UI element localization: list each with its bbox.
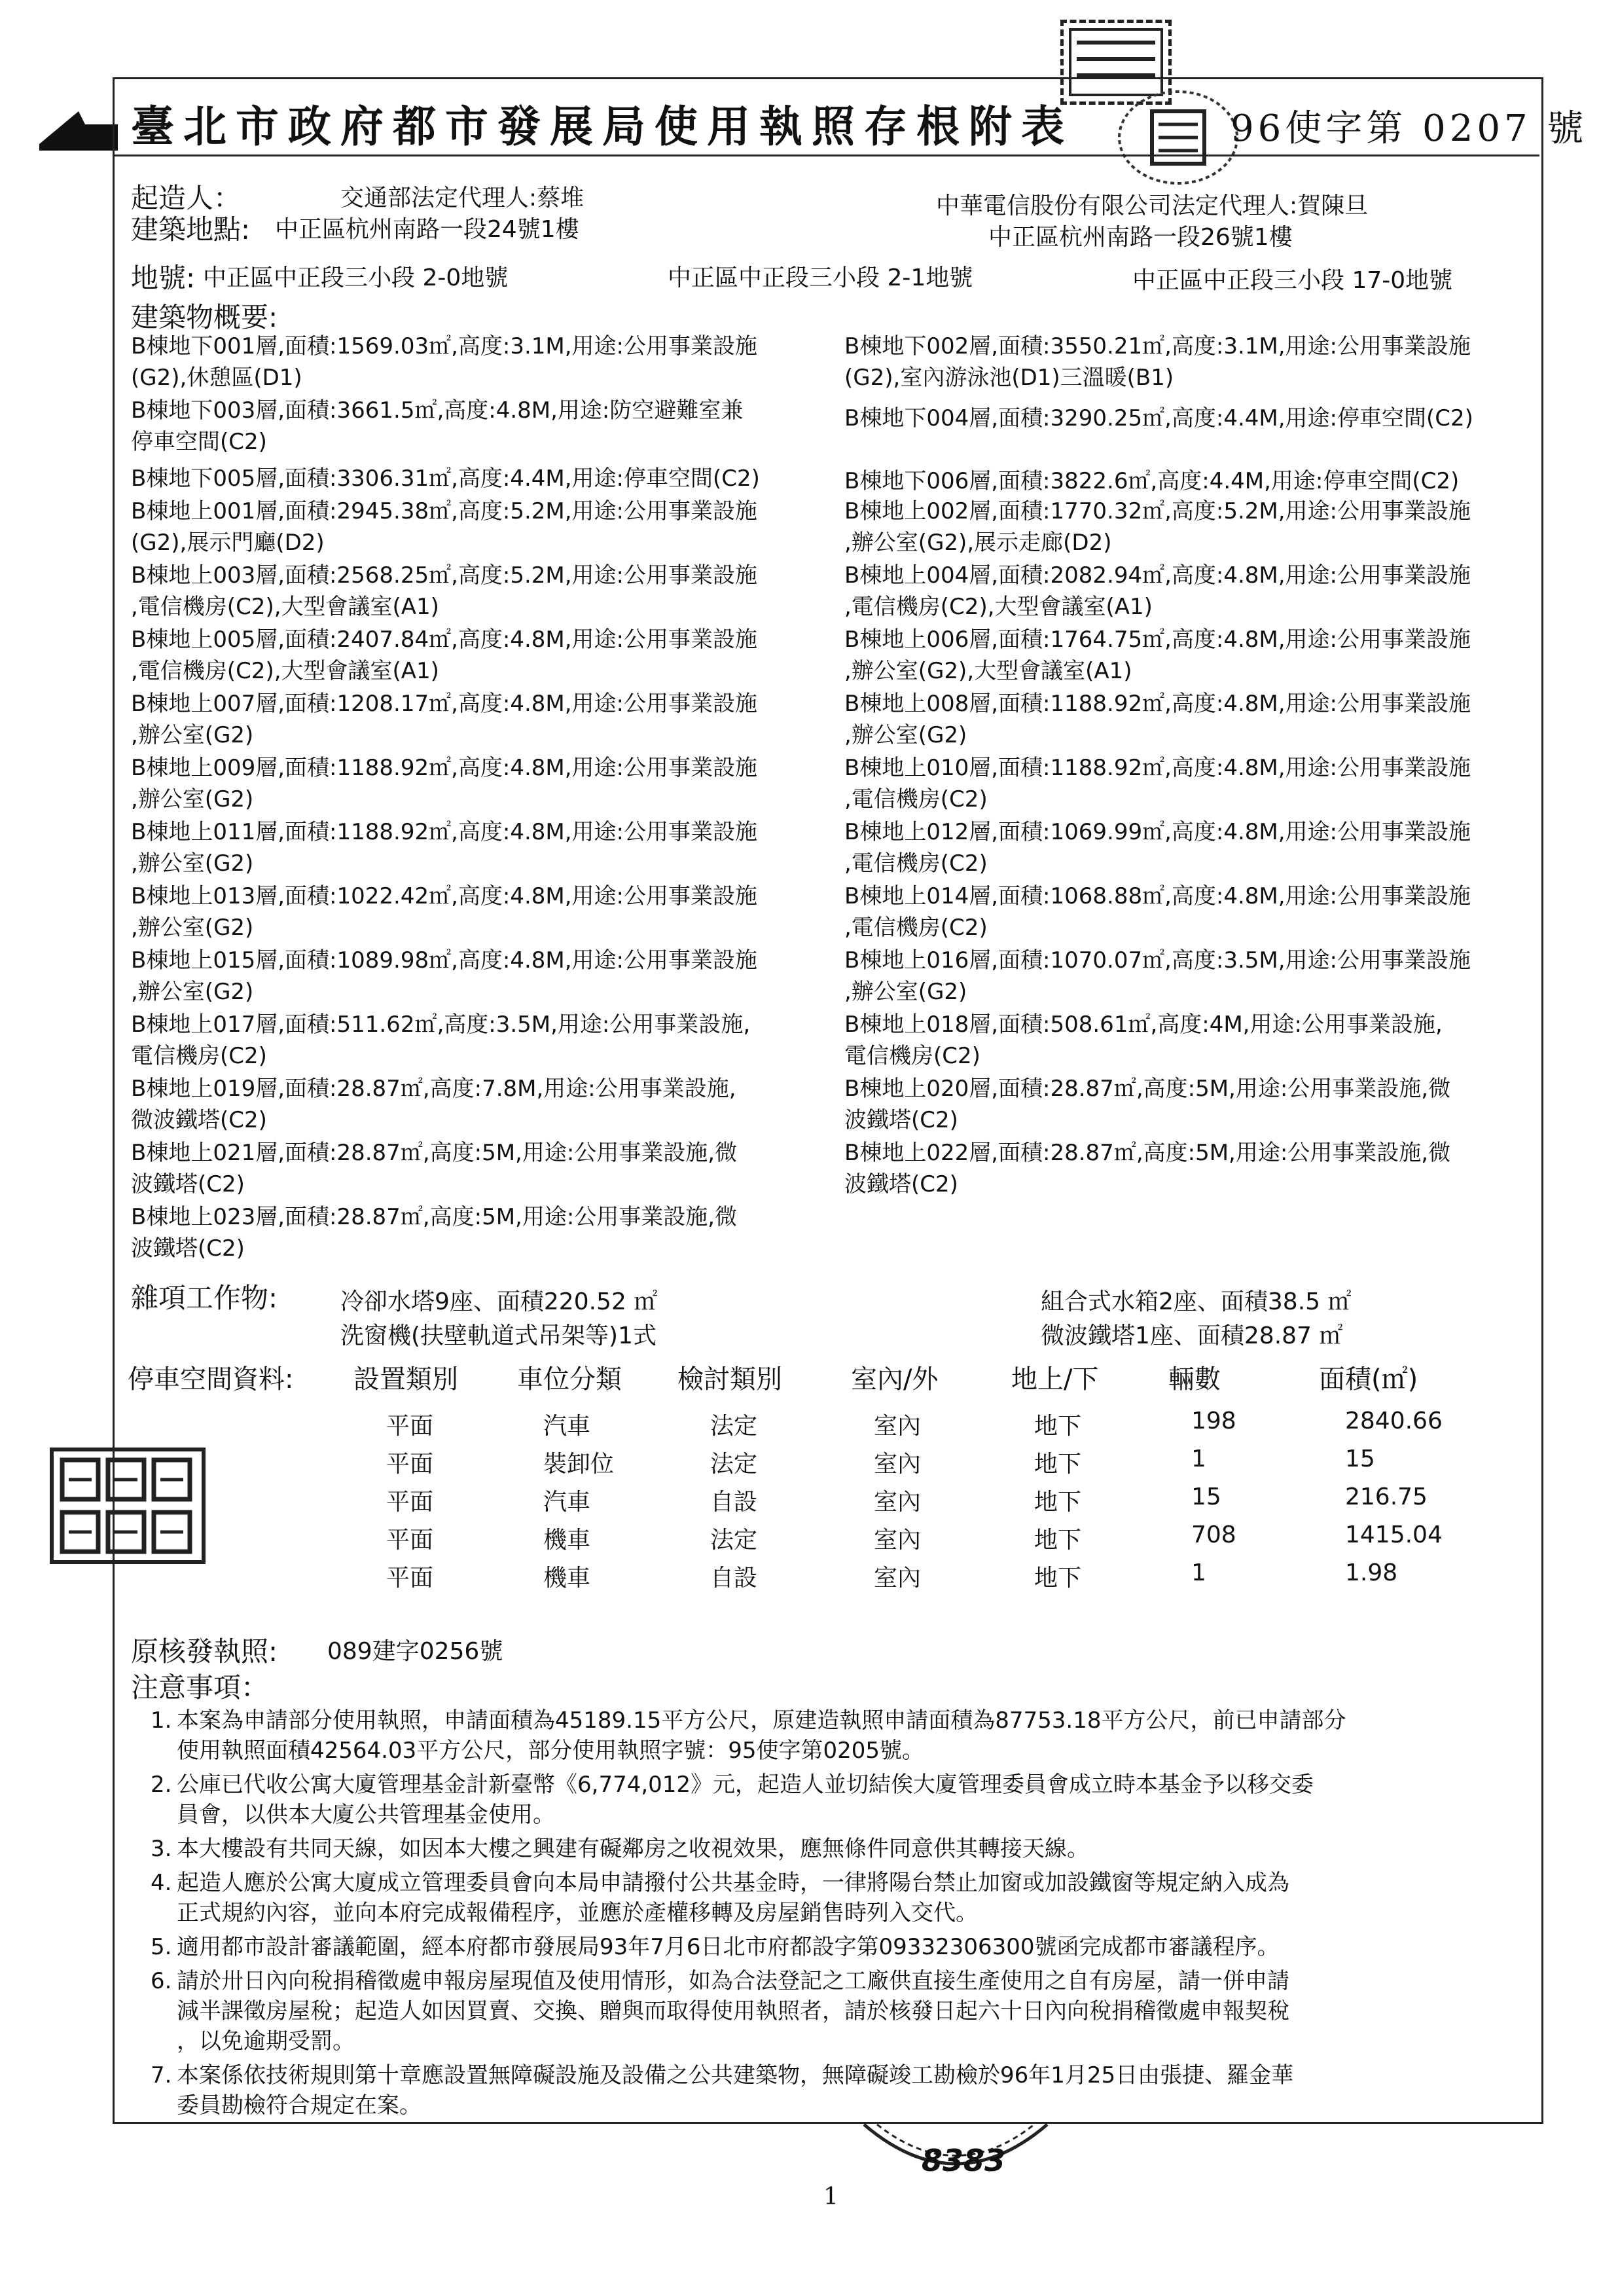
bottom-number-stamp [857,2118,1054,2196]
misc-item: 洗窗機(扶壁軌道式吊架等)1式 [340,1322,656,1349]
floor-entry: B棟地下001層,面積:1569.03㎡,高度:3.1M,用途:公用事業設施 (G2),休憩區(D1) [131,333,758,391]
parking-header: 設置類別 [353,1364,458,1394]
original-permit-number: 089建字0256號 [327,1638,503,1665]
lot-3: 中正區中正段三小段 17-0地號 [1132,267,1453,294]
document-title: 臺北市政府都市發展局使用執照存根附表 [131,101,1073,152]
floor-entry: B棟地上016層,面積:1070.07㎡,高度:3.5M,用途:公用事業設施 ,辦公室(G2) [844,947,1471,1005]
site-label: 建築地點: [131,213,251,246]
floor-entry: B棟地上013層,面積:1022.42㎡,高度:4.8M,用途:公用事業設施 ,辦公室(G2) [131,883,758,941]
misc-item: 組合式水箱2座、面積38.5 ㎡ [1041,1288,1352,1315]
note-item: 2. 公庫已代收公寓大廈管理基金計新臺幣《6,774,012》元，起造人並切結俟大廈管理委員會成立時本基金予以移交委 員會，以供本大廈公共管理基金使用。 [151,1772,1314,1828]
floor-entry: B棟地上008層,面積:1188.92㎡,高度:4.8M,用途:公用事業設施 ,辦公室(G2) [844,691,1471,748]
floor-entry: B棟地下003層,面積:3661.5㎡,高度:4.8M,用途:防空避難室兼 停車空間(C2) [131,397,744,455]
floor-entry: B棟地上011層,面積:1188.92㎡,高度:4.8M,用途:公用事業設施 ,辦公室(G2) [131,819,758,877]
builder-label: 起造人： [131,182,242,214]
floor-entry: B棟地下005層,面積:3306.31㎡,高度:4.4M,用途:停車空間(C2) [131,465,760,492]
parking-header: 車位分類 [517,1364,622,1394]
original-permit-label: 原核發執照: [131,1635,278,1667]
floor-entry: B棟地上019層,面積:28.87㎡,高度:7.8M,用途:公用事業設施, 微波鐵塔(C2) [131,1076,736,1133]
page-number: 1 [823,2183,838,2210]
parking-label: 停車空間資料: [128,1364,294,1394]
floor-entry: B棟地上003層,面積:2568.25㎡,高度:5.2M,用途:公用事業設施 ,電信機房(C2),大型會議室(A1) [131,562,758,620]
builder-1: 交通部法定代理人:蔡堆 [340,185,584,211]
floor-entry: B棟地下004層,面積:3290.25㎡,高度:4.4M,用途:停車空間(C2) [844,405,1473,431]
lot-1: 中正區中正段三小段 2-0地號 [203,264,509,291]
parking-header: 面積(㎡) [1319,1364,1418,1394]
note-item: 1. 本案為申請部分使用執照，申請面積為45189.15平方公尺，原建造執照申請面積為87753.18平方公尺，前已申請部分 使用執照面積42564.03平方公尺，部分使用執照字號：95使字第0205號。 [151,1707,1346,1764]
scan-arrow-mark [39,98,118,157]
site-2: 中正區杭州南路一段26號1樓 [988,224,1293,251]
parking-header: 地上/下 [1011,1364,1099,1394]
floor-entry: B棟地上005層,面積:2407.84㎡,高度:4.8M,用途:公用事業設施 ,電信機房(C2),大型會議室(A1) [131,627,758,684]
floor-entry: B棟地上010層,面積:1188.92㎡,高度:4.8M,用途:公用事業設施 ,電信機房(C2) [844,755,1471,812]
parking-header: 檢討類別 [677,1364,782,1394]
floor-entry: B棟地下002層,面積:3550.21㎡,高度:3.1M,用途:公用事業設施 (G2),室內游泳池(D1)三溫暖(B1) [844,333,1471,391]
misc-label: 雜項工作物: [131,1282,278,1314]
title-rule [115,155,1539,156]
parking-header: 室內/外 [851,1364,939,1394]
floor-entry: B棟地上007層,面積:1208.17㎡,高度:4.8M,用途:公用事業設施 ,辦公室(G2) [131,691,758,748]
misc-item: 冷卻水塔9座、面積220.52 ㎡ [340,1288,658,1315]
site-1: 中正區杭州南路一段24號1樓 [275,216,579,243]
approval-seal-stamp [49,1447,206,1565]
floor-entry: B棟地上018層,面積:508.61㎡,高度:4M,用途:公用事業設施, 電信機房(C2) [844,1011,1443,1069]
floor-entry: B棟地上015層,面積:1089.98㎡,高度:4.8M,用途:公用事業設施 ,辦公室(G2) [131,947,758,1005]
floor-entry: B棟地下006層,面積:3822.6㎡,高度:4.4M,用途:停車空間(C2) [844,468,1460,494]
floor-entry: B棟地上006層,面積:1764.75㎡,高度:4.8M,用途:公用事業設施 ,辦公室(G2),大型會議室(A1) [844,627,1471,684]
floor-entry: B棟地上022層,面積:28.87㎡,高度:5M,用途:公用事業設施,微 波鐵塔(C2) [844,1140,1451,1197]
overview-label: 建築物概要: [131,301,278,333]
floor-entry: B棟地上014層,面積:1068.88㎡,高度:4.8M,用途:公用事業設施 ,電信機房(C2) [844,883,1471,941]
floor-entry: B棟地上009層,面積:1188.92㎡,高度:4.8M,用途:公用事業設施 ,辦公室(G2) [131,755,758,812]
note-item: 3. 本大樓設有共同天線，如因本大樓之興建有礙鄰房之收視效果，應無條件同意供其轉接天線。 [151,1836,1089,1862]
floor-entry: B棟地上021層,面積:28.87㎡,高度:5M,用途:公用事業設施,微 波鐵塔(C2) [131,1140,738,1197]
lot-label: 地號: [131,262,196,294]
stamp-number: 8383 [922,2143,1006,2178]
parking-header: 輛數 [1168,1364,1221,1394]
misc-item: 微波鐵塔1座、面積28.87 ㎡ [1041,1322,1343,1349]
floor-entry: B棟地上023層,面積:28.87㎡,高度:5M,用途:公用事業設施,微 波鐵塔(C2) [131,1204,738,1262]
note-item: 6. 請於卅日內向稅捐稽徵處申報房屋現值及使用情形，如為合法登記之工廠供直接生產使用之自有房屋，請一併申請 減半課徵房屋稅；起造人如因買賣、交換、贈與而取得使用執照者，請於核發日起六十日內向稅捐稽徵處申報契稅 ，以免逾期受罰。 [151,1968,1289,2054]
floor-entry: B棟地上020層,面積:28.87㎡,高度:5M,用途:公用事業設施,微 波鐵塔(C2) [844,1076,1451,1133]
permit-number: 96使字第 0207 號 [1231,107,1588,150]
floor-entry: B棟地上012層,面積:1069.99㎡,高度:4.8M,用途:公用事業設施 ,電信機房(C2) [844,819,1471,877]
note-item: 5. 適用都市設計審議範圍，經本府都市發展局93年7月6日北市府都設字第09332306300號函完成都市審議程序。 [151,1934,1280,1960]
floor-entry: B棟地上002層,面積:1770.32㎡,高度:5.2M,用途:公用事業設施 ,辦公室(G2),展示走廊(D2) [844,498,1471,556]
note-item: 4. 起造人應於公寓大廈成立管理委員會向本局申請撥付公共基金時，一律將陽台禁止加窗或加設鐵窗等規定納入成為 正式規約內容，並向本府完成報備程序，並應於產權移轉及房屋銷售時列入交代。 [151,1870,1289,1926]
floor-entry: B棟地上001層,面積:2945.38㎡,高度:5.2M,用途:公用事業設施 (G2),展示門廳(D2) [131,498,758,556]
floor-entry: B棟地上017層,面積:511.62㎡,高度:3.5M,用途:公用事業設施, 電信機房(C2) [131,1011,751,1069]
floor-entry: B棟地上004層,面積:2082.94㎡,高度:4.8M,用途:公用事業設施 ,電信機房(C2),大型會議室(A1) [844,562,1471,620]
lot-2: 中正區中正段三小段 2-1地號 [668,264,973,291]
notes-label: 注意事項： [131,1671,269,1704]
note-item: 7. 本案係依技術規則第十章應設置無障礙設施及設備之公共建築物，無障礙竣工勘檢於96年1月25日由張捷、羅金華 委員勘檢符合規定在案。 [151,2062,1294,2119]
builder-2: 中華電信股份有限公司法定代理人:賀陳旦 [936,192,1369,219]
